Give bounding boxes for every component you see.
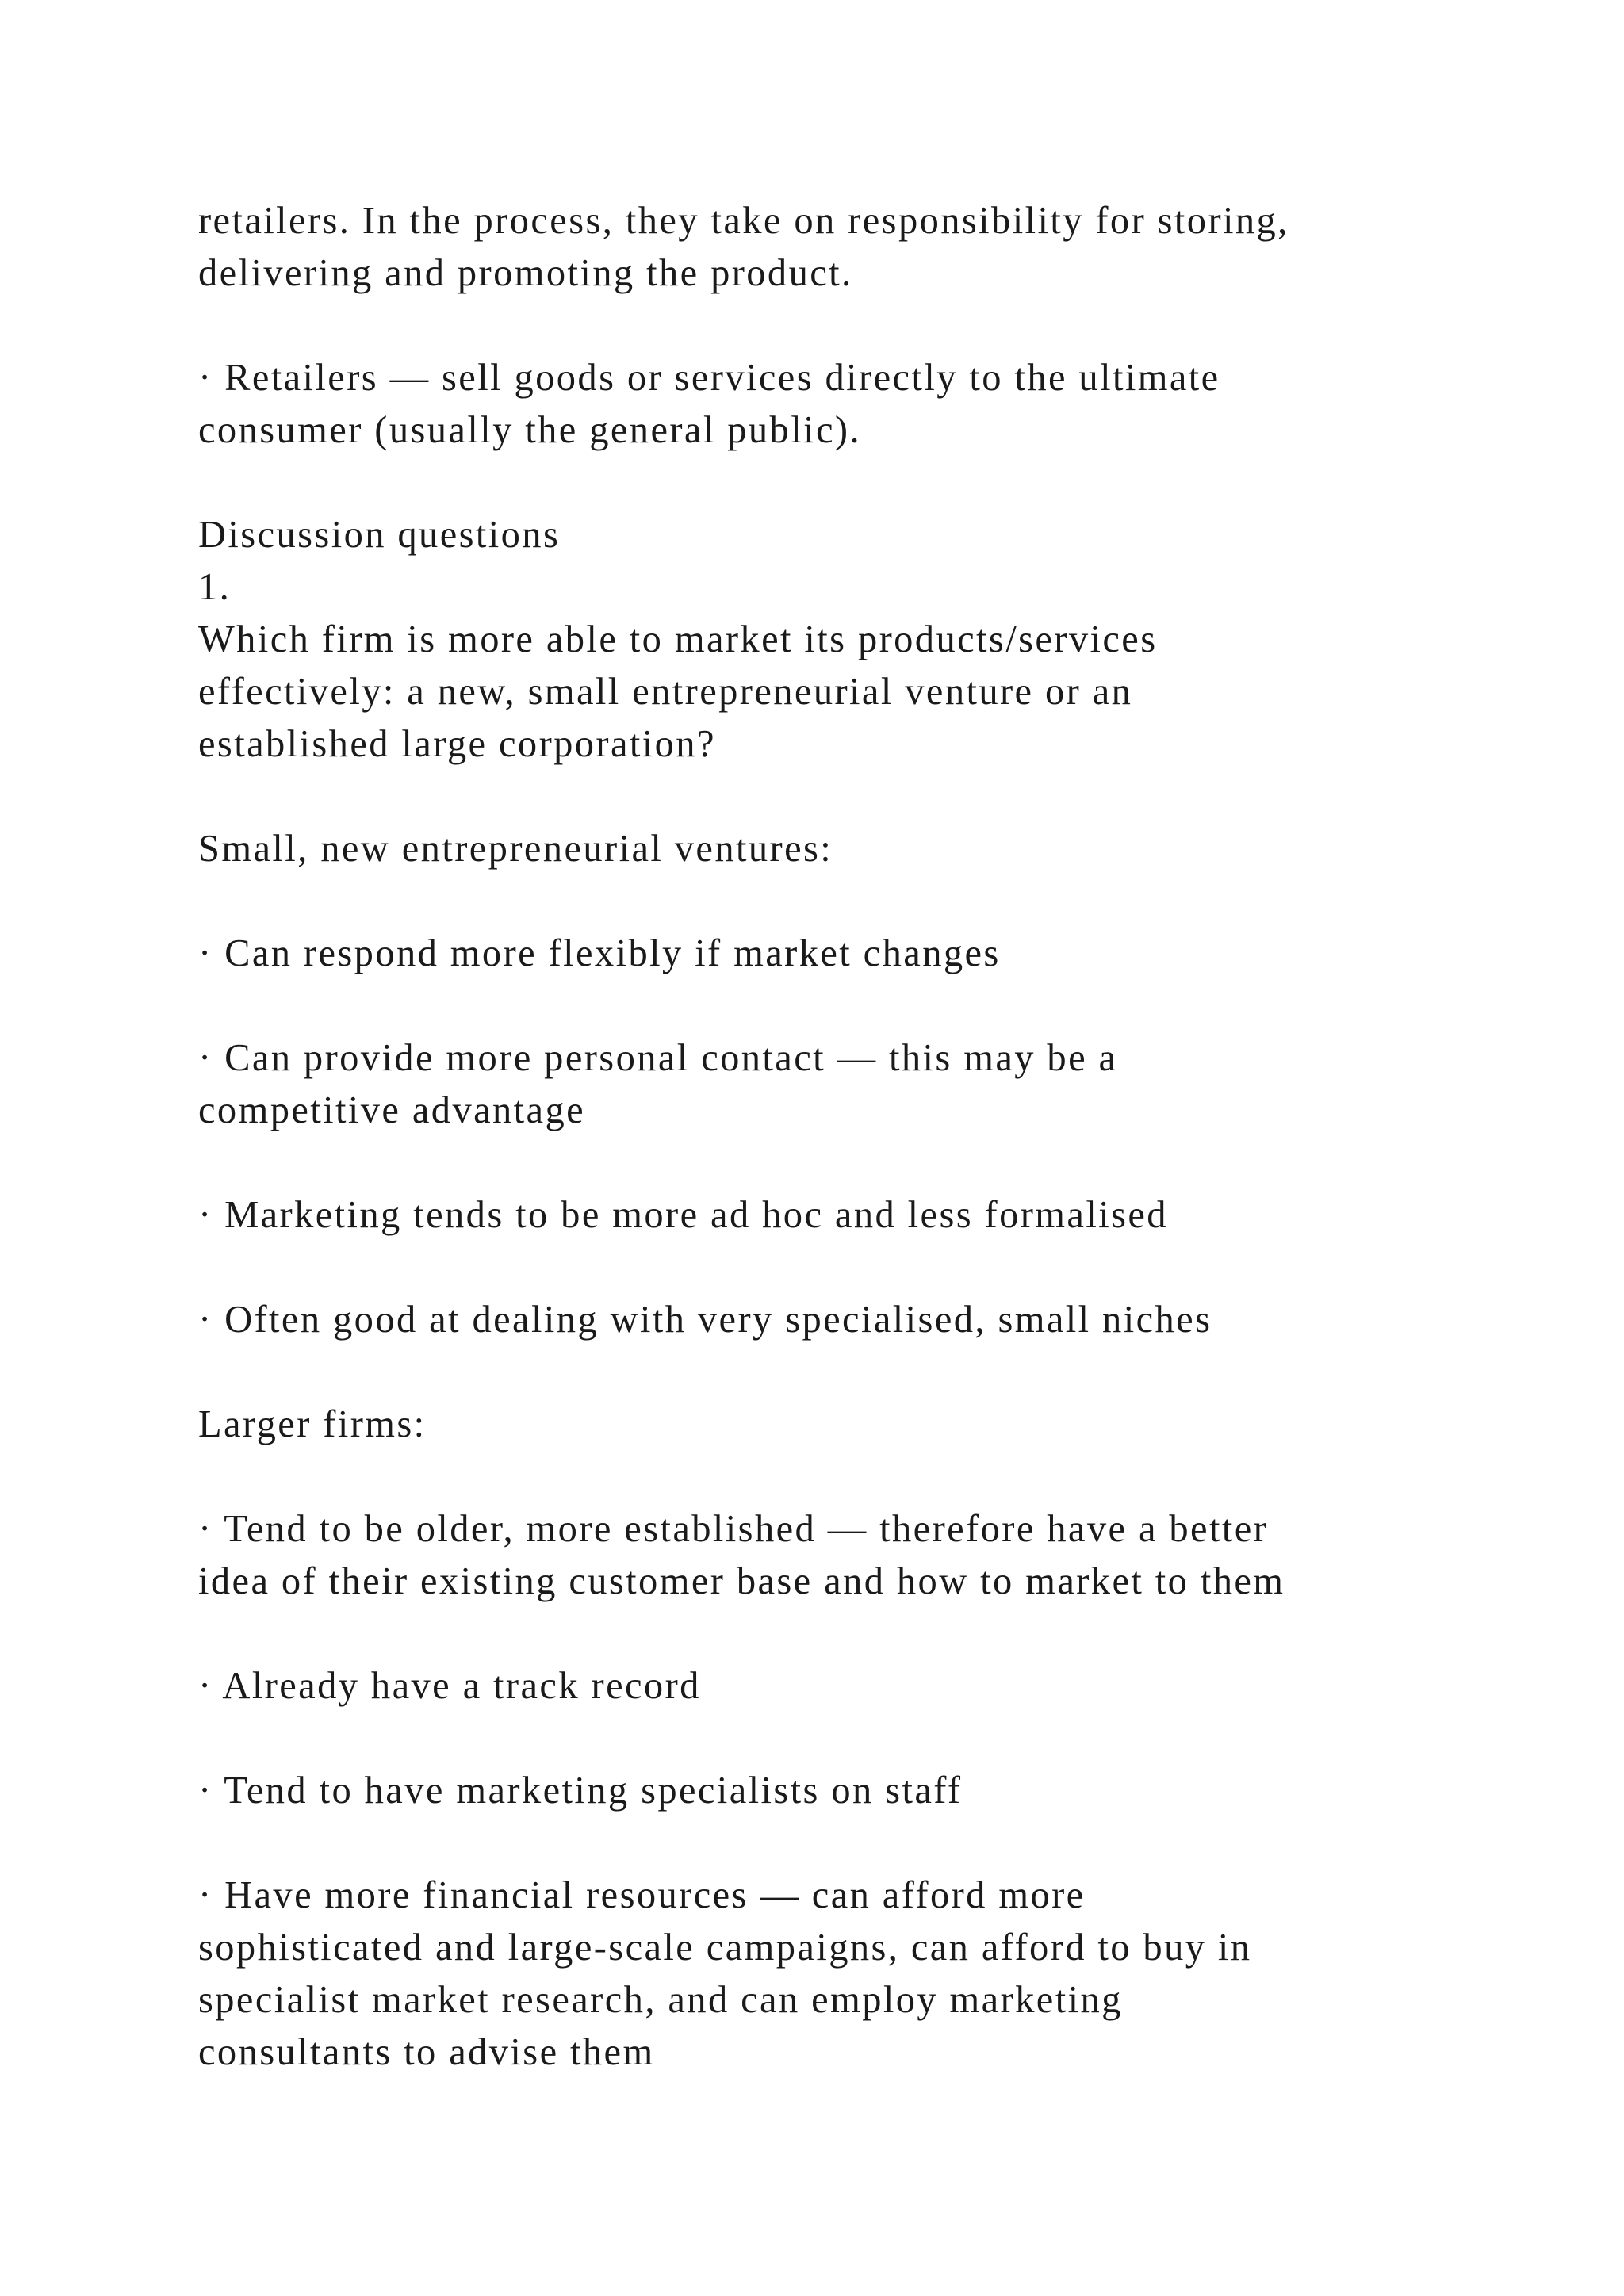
blank-line [198, 980, 1499, 1032]
text-line: idea of their existing customer base and how to market to them [198, 1560, 1285, 1602]
text-line: specialist market research, and can employ marketing [198, 1979, 1123, 2021]
text-line: consumer (usually the general public). [198, 409, 861, 451]
blank-line [198, 1451, 1499, 1503]
question-text: Which firm is more able to market its products/services [198, 618, 1158, 660]
text-line: competitive advantage [198, 1089, 586, 1131]
bullet-item: · Can respond more flexibly if market changes [198, 932, 1001, 974]
subheading-larger-firms: Larger firms: [198, 1403, 427, 1445]
bullet-item: · Already have a track record [198, 1665, 701, 1707]
blank-line [198, 1346, 1499, 1399]
question-text: effectively: a new, small entrepreneurial venture or an [198, 671, 1133, 713]
question-number: 1. [198, 566, 232, 608]
blank-line [198, 1817, 1499, 1869]
section-heading: Discussion questions [198, 514, 561, 556]
text-line: consultants to advise them [198, 2031, 655, 2073]
text-line: sophisticated and large-scale campaigns, can afford to buy in [198, 1927, 1252, 1969]
subheading-small-ventures: Small, new entrepreneurial ventures: [198, 828, 833, 870]
text-line: retailers. In the process, they take on responsibility for storing, [198, 200, 1289, 242]
bullet-item: · Often good at dealing with very specialised, small niches [198, 1299, 1212, 1341]
blank-line [198, 875, 1499, 928]
bullet-item: · Tend to have marketing specialists on staff [198, 1770, 963, 1812]
blank-line [198, 300, 1499, 352]
bullet-item: · Have more financial resources — can afford more [198, 1874, 1086, 1916]
blank-line [198, 771, 1499, 823]
bullet-item: · Can provide more personal contact — this may be a [198, 1037, 1118, 1079]
text-line: delivering and promoting the product. [198, 252, 853, 294]
blank-line [198, 1137, 1499, 1189]
blank-line [198, 457, 1499, 509]
bullet-item: · Tend to be older, more established — therefore have a better [198, 1508, 1269, 1550]
blank-line [198, 1712, 1499, 1765]
blank-line [198, 1608, 1499, 1660]
question-text: established large corporation? [198, 723, 716, 765]
blank-line [198, 1242, 1499, 1294]
document-body [198, 195, 1499, 2079]
bullet-item: · Marketing tends to be more ad hoc and less formalised [198, 1194, 1168, 1236]
bullet-item-retailers: · Retailers — sell goods or services directly to the ultimate [198, 357, 1220, 399]
